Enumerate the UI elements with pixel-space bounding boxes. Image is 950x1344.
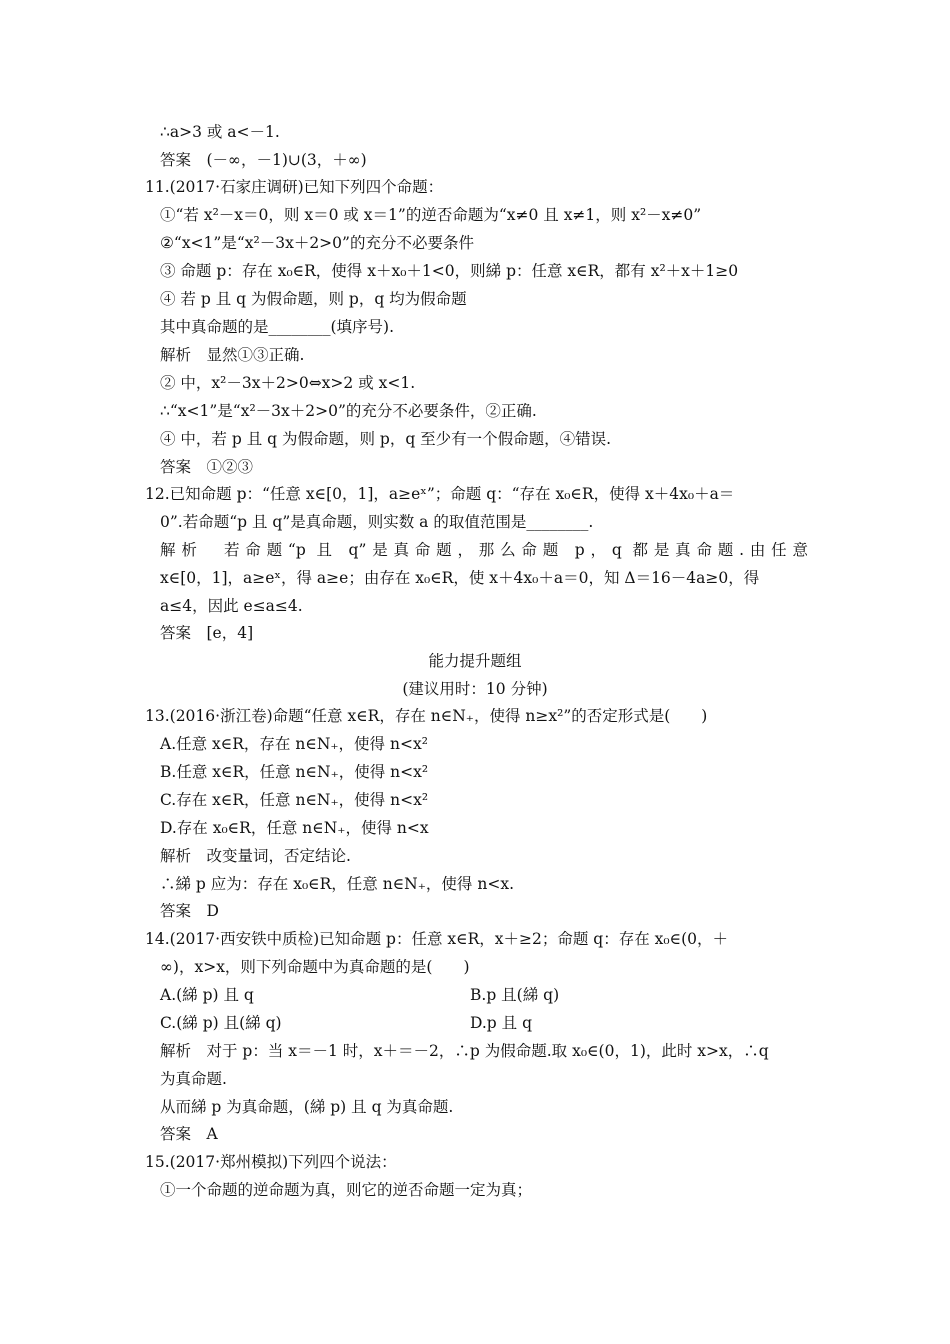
question-12-analysis-2: x∈[0，1]，a≥eˣ，得 a≥e；由存在 x₀∈R，使 x＋4x₀＋a＝0，知 Δ＝16－4a≥0，得 (160, 569, 760, 587)
question-14-stem-2: ∞)，x>x，则下列命题中为真命题的是( ) (160, 958, 470, 976)
question-15-statement-1: ①一个命题的逆命题为真，则它的逆否命题一定为真； (160, 1181, 533, 1199)
text-line: ∴a>3 或 a<－1. (160, 123, 280, 141)
question-14-answer: 答案 A (160, 1125, 218, 1143)
question-14-option-c: C.(綈 p) 且(綈 q) (160, 1014, 282, 1032)
question-15-stem: 15.(2017·郑州模拟)下列四个说法： (145, 1153, 397, 1171)
question-11-analysis-2: ② 中，x²－3x＋2>0⇔x>2 或 x<1. (160, 374, 416, 392)
question-12-analysis-3: a≤4，因此 e≤a≤4. (160, 597, 303, 615)
question-12-stem-2: 0”.若命题“p 且 q”是真命题，则实数 a 的取值范围是________. (160, 513, 594, 531)
question-14-analysis-3: 从而綈 p 为真命题，(綈 p) 且 q 为真命题. (160, 1098, 454, 1116)
question-13-option-d: D.存在 x₀∈R，任意 n∈N₊，使得 n<x (160, 819, 429, 837)
question-14-option-a: A.(綈 p) 且 q (160, 986, 254, 1004)
question-11-analysis-1: 解析 显然①③正确. (160, 346, 305, 364)
question-11-statement-4: ④ 若 p 且 q 为假命题，则 p，q 均为假命题 (160, 290, 467, 308)
question-13-analysis-2: ∴綈 p 应为：存在 x₀∈R，任意 n∈N₊，使得 n<x. (160, 875, 514, 893)
question-13-option-a: A.任意 x∈R，存在 n∈N₊，使得 n<x² (160, 735, 428, 753)
question-13-answer: 答案 D (160, 902, 219, 920)
section-title: 能力提升题组 (428, 652, 522, 670)
question-11-statement-2: ②“x<1”是“x²－3x＋2>0”的充分不必要条件 (160, 234, 474, 252)
question-14-stem-1: 14.(2017·西安铁中质检)已知命题 p：任意 x∈R，x＋≥2；命题 q：存在 x₀∈(0，＋ (145, 930, 728, 948)
question-13-stem: 13.(2016·浙江卷)命题“任意 x∈R，存在 n∈N₊，使得 n≥x²”的否定形式是( ) (145, 707, 708, 725)
question-14-option-b: B.p 且(綈 q) (470, 986, 560, 1004)
question-14-option-d: D.p 且 q (470, 1014, 533, 1032)
question-13-option-c: C.存在 x∈R，任意 n∈N₊，使得 n<x² (160, 791, 429, 809)
question-11-answer: 答案 ①②③ (160, 458, 254, 476)
question-13-analysis-1: 解析 改变量词，否定结论. (160, 847, 351, 865)
question-14-analysis-2: 为真命题. (160, 1070, 227, 1088)
answer-line: 答案 (－∞，－1)∪(3，＋∞) (160, 151, 367, 169)
question-11-statement-1: ①“若 x²－x＝0，则 x＝0 或 x＝1”的逆否命题为“x≠0 且 x≠1，则 x²－x≠0” (160, 206, 702, 224)
question-11-analysis-4: ④ 中，若 p 且 q 为假命题，则 p，q 至少有一个假命题，④错误. (160, 430, 612, 448)
question-12-answer: 答案 [e，4] (160, 624, 254, 642)
section-subtitle: (建议用时：10 分钟) (402, 680, 548, 698)
question-13-option-b: B.任意 x∈R，任意 n∈N₊，使得 n<x² (160, 763, 429, 781)
question-12-analysis-1: 解析 若命题“p 且 q”是真命题，那么命题 p，q 都是真命题.由任意 (160, 541, 808, 559)
question-11-prompt: 其中真命题的是________(填序号). (160, 318, 395, 336)
question-12-stem-1: 12.已知命题 p：“任意 x∈[0，1]，a≥eˣ”；命题 q：“存在 x₀∈R，使得 x＋4x₀＋a＝ (145, 485, 735, 503)
question-11-analysis-3: ∴“x<1”是“x²－3x＋2>0”的充分不必要条件，②正确. (160, 402, 537, 420)
question-11-statement-3: ③ 命题 p：存在 x₀∈R，使得 x＋x₀＋1<0，则綈 p：任意 x∈R，都有 x²＋x＋1≥0 (160, 262, 739, 280)
question-14-analysis-1: 解析 对于 p：当 x＝－1 时，x＋＝－2，∴p 为假命题.取 x₀∈(0，1)，此时 x>x，∴q (160, 1042, 769, 1060)
question-11-stem: 11.(2017·石家庄调研)已知下列四个命题： (145, 178, 444, 196)
